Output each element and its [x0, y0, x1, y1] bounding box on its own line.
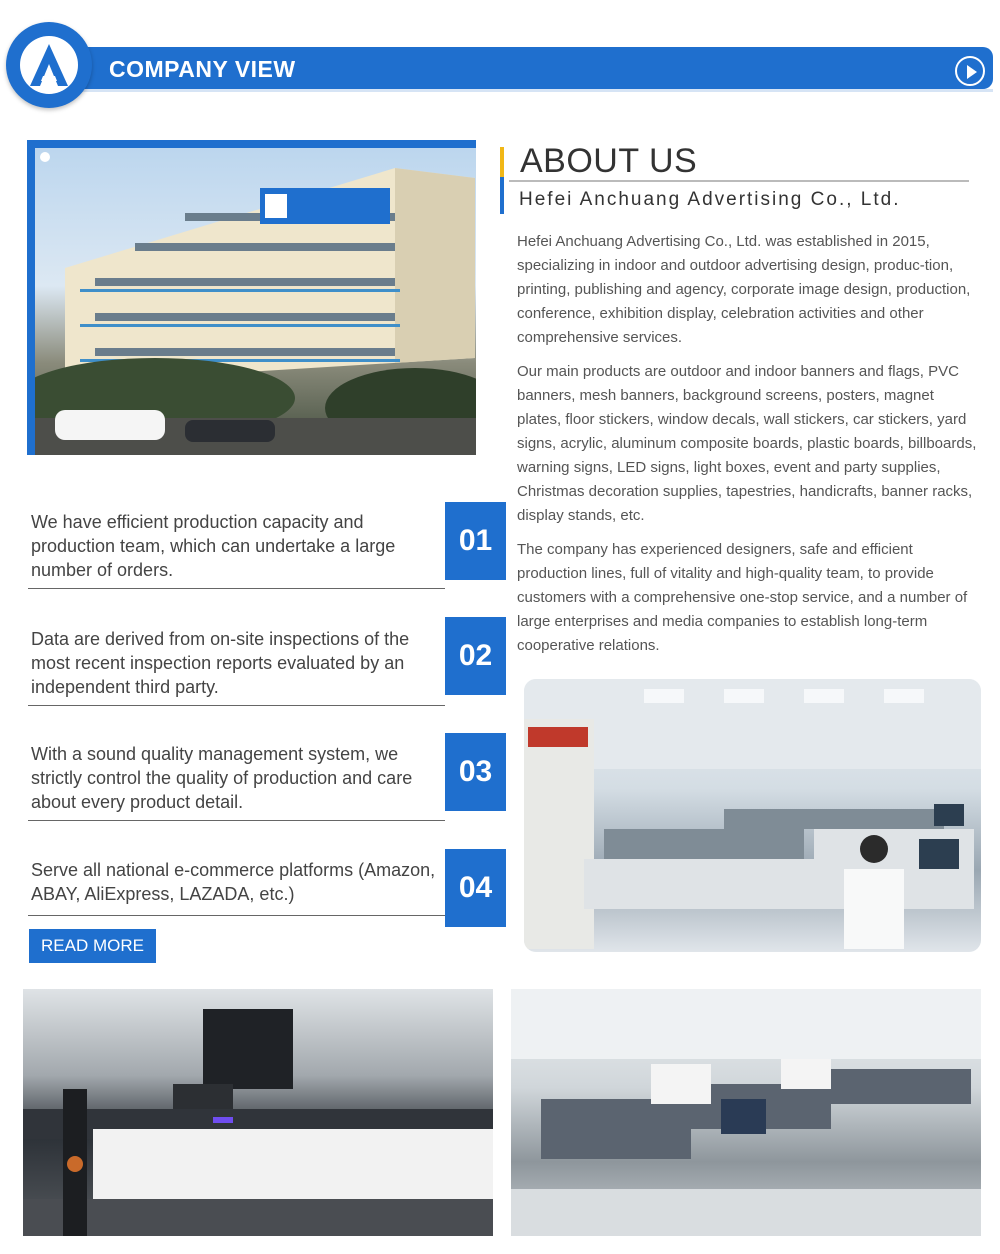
feature-text: With a sound quality management system, we strictly control the quality of production and care about every product detail. [31, 744, 413, 812]
feature-divider [28, 820, 445, 821]
feature-divider [28, 705, 445, 706]
about-paragraph: Our main products are outdoor and indoor banners and flags, PVC banners, mesh banners, background screens, posters, magnet plates, floor stickers, window decals, wall stickers, car stickers, yard signs, acrylic, aluminum composite boards, plastic boards, billboards, warning signs, LED signs, light boxes, event and party supplies, Christmas decoration supplies, tapestries, handicrafts, banner racks, display stands, etc. [517, 363, 977, 524]
company-logo [6, 22, 92, 108]
about-title: ABOUT US [520, 142, 698, 180]
about-accent-bar-yellow [500, 147, 504, 177]
office-photo [524, 679, 981, 952]
about-paragraph: Hefei Anchuang Advertising Co., Ltd. was established in 2015, specializing in indoor and outdoor advertising design, produc-tion, printing, publishing and agency, corporate image design, production, conference, exhibition display, celebration activities and other comprehensive services. [517, 233, 971, 346]
feature-text: Data are derived from on-site inspections of the most recent inspection reports evaluated by an independent third party. [31, 629, 410, 697]
building-photo [35, 148, 476, 455]
printer-photo-2 [511, 989, 981, 1236]
slider-dot[interactable] [40, 152, 50, 162]
feature-text: Serve all national e-commerce platforms (Amazon, ABAY, AliExpress, LAZADA, etc.) [31, 860, 436, 904]
play-circle-icon[interactable] [955, 56, 985, 86]
read-more-button[interactable]: READ MORE [29, 929, 156, 963]
feature-divider [28, 915, 445, 916]
feature-number: 03 [445, 733, 506, 811]
logo-a-icon [20, 36, 78, 94]
feature-text: We have efficient production capacity and production team, which can undertake a large number of orders. [31, 512, 396, 580]
feature-divider [28, 588, 445, 589]
printer-photo-1 [23, 989, 493, 1236]
about-divider [509, 180, 969, 182]
company-name: Hefei Anchuang Advertising Co., Ltd. [519, 189, 901, 210]
feature-number: 01 [445, 502, 506, 580]
about-paragraph: The company has experienced designers, safe and efficient production lines, full of vitality and high-quality team, to provide customers with a comprehensive one-stop service, and a number of large enterprises and media companies to establish long-term cooperative relations. [517, 541, 968, 654]
feature-number: 02 [445, 617, 506, 695]
building-photo-frame [27, 140, 476, 455]
feature-number: 04 [445, 849, 506, 927]
section-title: COMPANY VIEW [109, 56, 296, 82]
header-bar-shadow [68, 89, 993, 92]
